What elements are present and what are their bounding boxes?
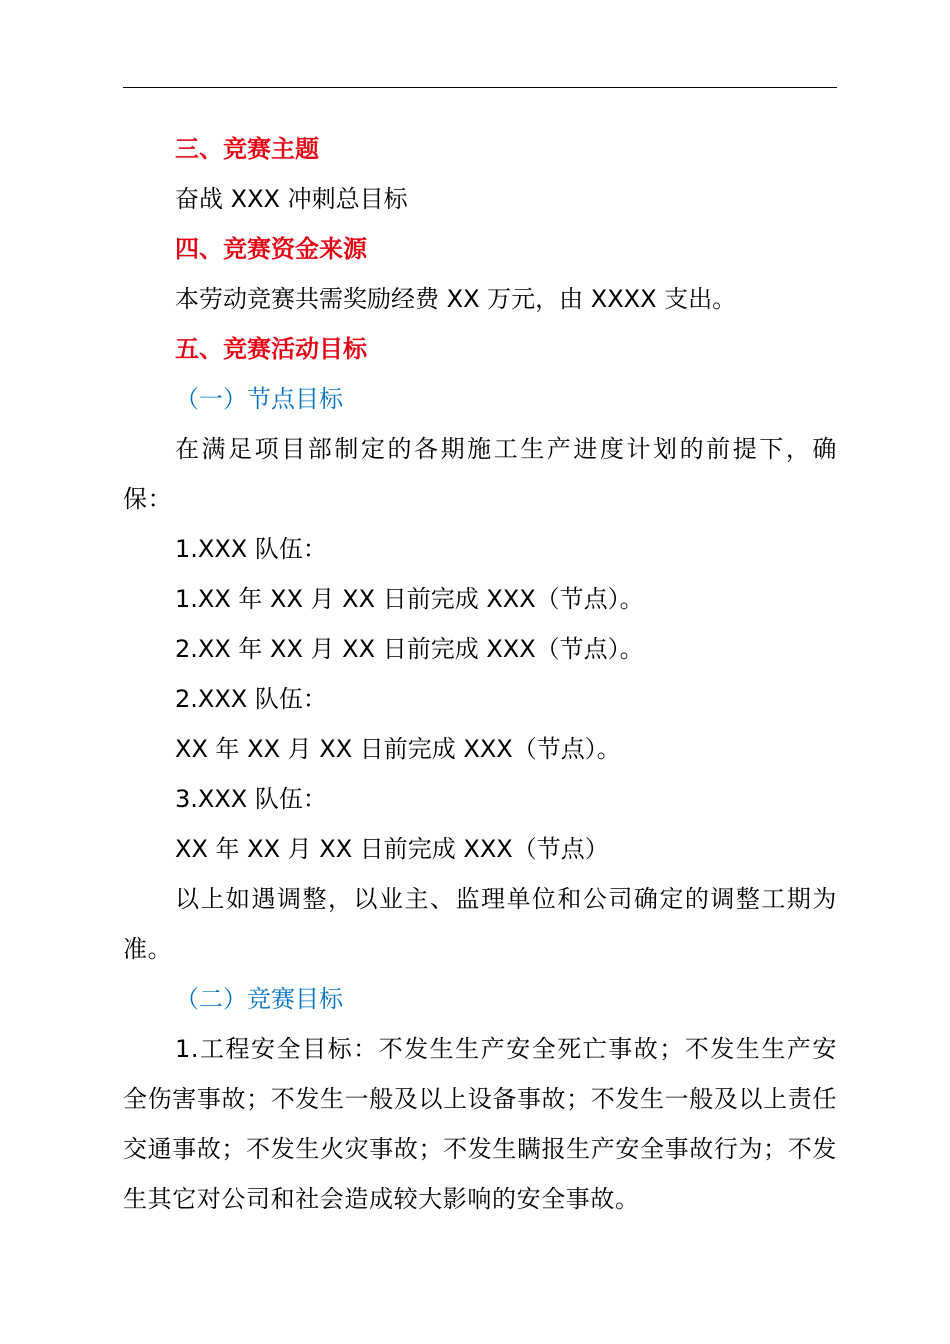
subheading-node-goals: （一）节点目标 — [175, 385, 343, 413]
paragraph-funding: 本劳动竞赛共需奖励经费 XX 万元，由 XXXX 支出。 — [175, 285, 737, 313]
team-3-label: 3.XXX 队伍： — [175, 785, 327, 813]
paragraph-node-intro: 在满足项目部制定的各期施工生产进度计划的前提下，确保： — [123, 435, 837, 513]
subheading-competition-goals: （二）竞赛目标 — [175, 985, 343, 1013]
team-1-label: 1.XXX 队伍： — [175, 535, 327, 563]
team-2-item: XX 年 XX 月 XX 日前完成 XXX（节点）。 — [175, 735, 621, 763]
paragraph-safety-goals: 1.工程安全目标：不发生生产安全死亡事故；不发生生产安全伤害事故；不发生一般及以上设备事故；不发生一般及以上责任交通事故；不发生火灾事故；不发生瞒报生产安全事故行为；不发生其它对公司和社会造成较大影响的安全事故。 — [123, 1035, 837, 1213]
team-1-item-1: 1.XX 年 XX 月 XX 日前完成 XXX（节点）。 — [175, 585, 644, 613]
team-3-item: XX 年 XX 月 XX 日前完成 XXX（节点） — [175, 835, 609, 863]
team-2-label: 2.XXX 队伍： — [175, 685, 327, 713]
paragraph-theme: 奋战 XXX 冲刺总目标 — [175, 185, 408, 213]
heading-activity-goals: 五、竞赛活动目标 — [175, 335, 367, 363]
document-body — [123, 124, 837, 1224]
heading-competition-theme: 三、竞赛主题 — [175, 135, 319, 163]
header-rule — [123, 87, 837, 88]
heading-funding-source: 四、竞赛资金来源 — [175, 235, 367, 263]
paragraph-adjustment: 以上如遇调整，以业主、监理单位和公司确定的调整工期为准。 — [123, 885, 837, 963]
team-1-item-2: 2.XX 年 XX 月 XX 日前完成 XXX（节点）。 — [175, 635, 644, 663]
